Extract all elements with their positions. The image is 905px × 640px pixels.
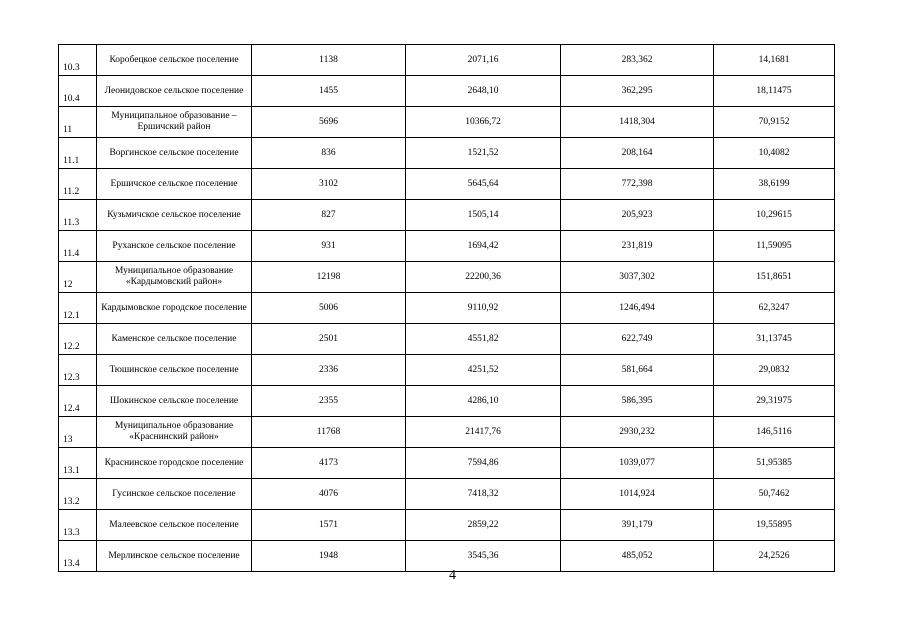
value-cell-1: 2355	[252, 386, 406, 417]
row-number: 12.4	[59, 386, 97, 417]
table-row	[59, 169, 835, 200]
value-cell-2: 7418,32	[406, 479, 561, 510]
municipality-name: Мерлинское сельское поселение	[97, 541, 252, 572]
value-cell-4: 146,5116	[714, 417, 835, 448]
table-row	[59, 448, 835, 479]
value-cell-1: 1571	[252, 510, 406, 541]
row-number: 13.1	[59, 448, 97, 479]
value-cell-2: 4251,52	[406, 355, 561, 386]
table-row	[59, 138, 835, 169]
value-cell-1: 827	[252, 200, 406, 231]
value-cell-2: 3545,36	[406, 541, 561, 572]
municipality-name: Кузьмичское сельское поселение	[97, 200, 252, 231]
value-cell-3: 1418,304	[561, 107, 714, 138]
value-cell-2: 2648,10	[406, 76, 561, 107]
value-cell-2: 9110,92	[406, 293, 561, 324]
value-cell-3: 231,819	[561, 231, 714, 262]
row-number: 11	[59, 107, 97, 138]
value-cell-4: 18,11475	[714, 76, 835, 107]
value-cell-4: 29,31975	[714, 386, 835, 417]
value-cell-3: 772,398	[561, 169, 714, 200]
value-cell-4: 24,2526	[714, 541, 835, 572]
value-cell-4: 50,7462	[714, 479, 835, 510]
table-row	[59, 355, 835, 386]
table-row	[59, 293, 835, 324]
value-cell-2: 1521,52	[406, 138, 561, 169]
row-number: 11.4	[59, 231, 97, 262]
value-cell-1: 836	[252, 138, 406, 169]
row-number: 11.2	[59, 169, 97, 200]
table-row	[59, 417, 835, 448]
value-cell-4: 151,8651	[714, 262, 835, 293]
row-number: 11.3	[59, 200, 97, 231]
value-cell-1: 2501	[252, 324, 406, 355]
municipality-name: Воргинское сельское поселение	[97, 138, 252, 169]
municipality-name: Леонидовское сельское поселение	[97, 76, 252, 107]
value-cell-1: 1138	[252, 45, 406, 76]
value-cell-4: 51,95385	[714, 448, 835, 479]
municipality-name: Руханское сельское поселение	[97, 231, 252, 262]
value-cell-4: 11,59095	[714, 231, 835, 262]
table-row	[59, 541, 835, 572]
row-number: 12.2	[59, 324, 97, 355]
value-cell-1: 12198	[252, 262, 406, 293]
value-cell-3: 391,179	[561, 510, 714, 541]
value-cell-3: 205,923	[561, 200, 714, 231]
value-cell-2: 7594,86	[406, 448, 561, 479]
municipality-name: Ершичское сельское поселение	[97, 169, 252, 200]
table-row	[59, 479, 835, 510]
value-cell-4: 14,1681	[714, 45, 835, 76]
table-row	[59, 45, 835, 76]
value-cell-3: 581,664	[561, 355, 714, 386]
row-number: 12	[59, 262, 97, 293]
value-cell-3: 1039,077	[561, 448, 714, 479]
value-cell-2: 4286,10	[406, 386, 561, 417]
value-cell-2: 2859,22	[406, 510, 561, 541]
value-cell-4: 10,4082	[714, 138, 835, 169]
value-cell-2: 1694,42	[406, 231, 561, 262]
table-row	[59, 200, 835, 231]
municipality-name: Муниципальное образование «Кардымовский район»	[97, 262, 252, 293]
municipality-name: Муниципальное образование – Ершичский район	[97, 107, 252, 138]
value-cell-3: 208,164	[561, 138, 714, 169]
row-number: 12.3	[59, 355, 97, 386]
table-row	[59, 510, 835, 541]
row-number: 13.4	[59, 541, 97, 572]
row-number: 12.1	[59, 293, 97, 324]
value-cell-1: 1948	[252, 541, 406, 572]
table-body	[59, 45, 835, 572]
municipality-name: Краснинское городское поселение	[97, 448, 252, 479]
value-cell-4: 19,55895	[714, 510, 835, 541]
value-cell-3: 3037,302	[561, 262, 714, 293]
value-cell-4: 70,9152	[714, 107, 835, 138]
page-number: 4	[449, 568, 456, 583]
value-cell-3: 283,362	[561, 45, 714, 76]
row-number: 13	[59, 417, 97, 448]
table-row	[59, 231, 835, 262]
value-cell-1: 2336	[252, 355, 406, 386]
municipality-name: Гусинское сельское поселение	[97, 479, 252, 510]
value-cell-3: 485,052	[561, 541, 714, 572]
value-cell-3: 2930,232	[561, 417, 714, 448]
municipality-name: Малеевское сельское поселение	[97, 510, 252, 541]
municipality-name: Муниципальное образование «Краснинский район»	[97, 417, 252, 448]
value-cell-1: 1455	[252, 76, 406, 107]
municipality-name: Коробецкое сельское поселение	[97, 45, 252, 76]
value-cell-1: 11768	[252, 417, 406, 448]
table-row	[59, 76, 835, 107]
value-cell-2: 2071,16	[406, 45, 561, 76]
value-cell-4: 38,6199	[714, 169, 835, 200]
municipality-name: Шокинское сельское поселение	[97, 386, 252, 417]
value-cell-2: 10366,72	[406, 107, 561, 138]
value-cell-3: 586,395	[561, 386, 714, 417]
value-cell-2: 5645,64	[406, 169, 561, 200]
row-number: 10.3	[59, 45, 97, 76]
value-cell-4: 29,0832	[714, 355, 835, 386]
value-cell-4: 10,29615	[714, 200, 835, 231]
value-cell-1: 4173	[252, 448, 406, 479]
value-cell-2: 4551,82	[406, 324, 561, 355]
value-cell-2: 1505,14	[406, 200, 561, 231]
value-cell-4: 31,13745	[714, 324, 835, 355]
value-cell-1: 931	[252, 231, 406, 262]
value-cell-3: 362,295	[561, 76, 714, 107]
municipality-name: Кардымовское городское поселение	[97, 293, 252, 324]
value-cell-1: 5006	[252, 293, 406, 324]
value-cell-1: 3102	[252, 169, 406, 200]
table-row	[59, 324, 835, 355]
value-cell-4: 62,3247	[714, 293, 835, 324]
data-table	[58, 44, 835, 572]
value-cell-3: 622,749	[561, 324, 714, 355]
municipality-name: Тюшинское сельское поселение	[97, 355, 252, 386]
row-number: 13.3	[59, 510, 97, 541]
row-number: 13.2	[59, 479, 97, 510]
table-row	[59, 107, 835, 138]
table-row	[59, 262, 835, 293]
value-cell-2: 22200,36	[406, 262, 561, 293]
value-cell-1: 5696	[252, 107, 406, 138]
row-number: 10.4	[59, 76, 97, 107]
table-row	[59, 386, 835, 417]
value-cell-3: 1014,924	[561, 479, 714, 510]
municipality-name: Каменское сельское поселение	[97, 324, 252, 355]
row-number: 11.1	[59, 138, 97, 169]
value-cell-1: 4076	[252, 479, 406, 510]
value-cell-3: 1246,494	[561, 293, 714, 324]
value-cell-2: 21417,76	[406, 417, 561, 448]
